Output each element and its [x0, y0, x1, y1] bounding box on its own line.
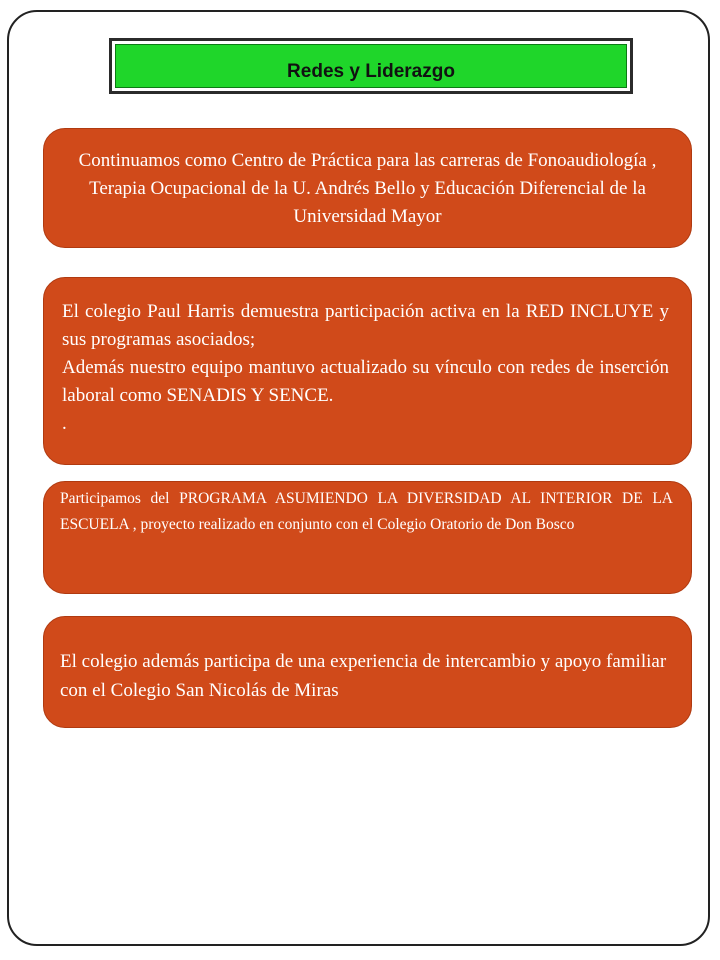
info-card-practice-center [43, 128, 692, 248]
card-paragraph: Participamos del PROGRAMA ASUMIENDO LA DIVERSIDAD AL INTERIOR DE LA ESCUELA , proyecto realizado en conjunto con el Colegio Oratorio de Don Bosco [60, 490, 673, 533]
page-title: Redes y Liderazgo [115, 44, 627, 88]
info-card-networks [43, 277, 692, 465]
info-card-diversity-program [43, 481, 692, 594]
card-paragraph: Además nuestro equipo mantuvo actualizado su vínculo con redes de inserción laboral como SENADIS Y SENCE. [62, 357, 669, 406]
card-paragraph: El colegio Paul Harris demuestra participación activa en la RED INCLUYE y sus programas asociados; [62, 301, 669, 350]
title-box [109, 38, 633, 94]
card-paragraph: . [62, 413, 67, 434]
card-paragraph: Continuamos como Centro de Práctica para las carreras de Fonoaudiología , Terapia Ocupacional de la U. Andrés Bello y Educación Diferencial de la Universidad Mayor [78, 150, 657, 227]
info-card-exchange [43, 616, 692, 728]
card-paragraph: El colegio además participa de una experiencia de intercambio y apoyo familiar con el Colegio San Nicolás de Miras [60, 651, 667, 701]
